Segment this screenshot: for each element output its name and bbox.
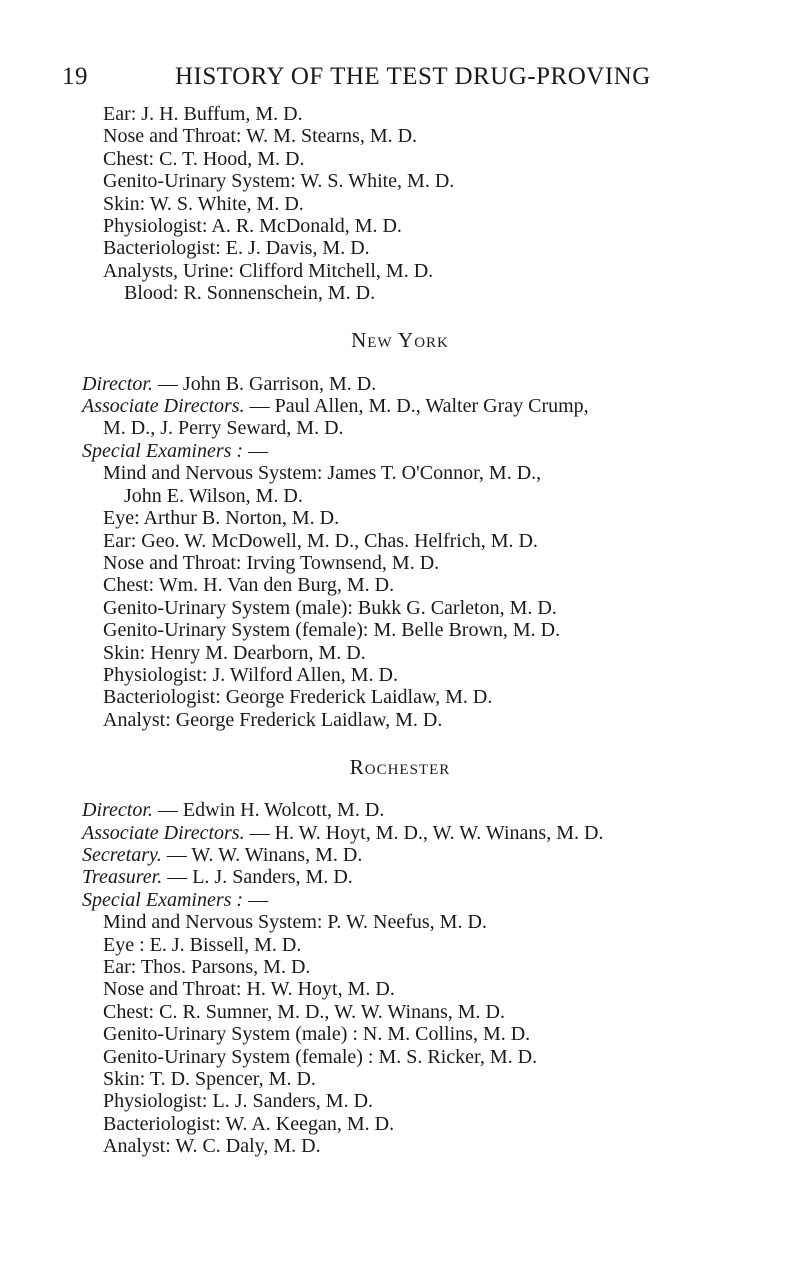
running-title: HISTORY OF THE TEST DRUG-PROVING bbox=[175, 63, 651, 90]
list-item: Skin: W. S. White, M. D. bbox=[103, 192, 304, 215]
director-label: Director. bbox=[82, 799, 153, 822]
list-item: Bacteriologist: W. A. Keegan, M. D. bbox=[103, 1112, 395, 1135]
list-item: Genito-Urinary System (female): M. Belle Brown, M. D. bbox=[103, 619, 561, 642]
page-number: 19 bbox=[62, 63, 88, 90]
list-item: Physiologist: L. J. Sanders, M. D. bbox=[103, 1090, 374, 1113]
list-item: Ear: Thos. Parsons, M. D. bbox=[103, 956, 311, 978]
top-examiner-list bbox=[0, 103, 800, 305]
treasurer-name: — L. J. Sanders, M. D. bbox=[162, 866, 353, 889]
director-label: Director. bbox=[82, 372, 153, 395]
list-item: Genito-Urinary System (male) : N. M. Collins, M. D. bbox=[103, 1023, 531, 1046]
associate-directors-label: Associate Directors. bbox=[82, 395, 245, 418]
secretary-line bbox=[0, 844, 800, 866]
section-heading-rochester: Rochester bbox=[349, 755, 451, 780]
special-examiners-line bbox=[0, 440, 800, 462]
list-item: Bacteriologist: George Frederick Laidlaw, M. D. bbox=[103, 686, 493, 709]
director-line bbox=[0, 373, 800, 395]
list-item: Analyst: W. C. Daly, M. D. bbox=[103, 1135, 321, 1158]
page-body bbox=[0, 103, 800, 1158]
list-item: Analysts, Urine: Clifford Mitchell, M. D. bbox=[103, 259, 434, 282]
secretary-name: — W. W. Winans, M. D. bbox=[161, 843, 363, 866]
list-item: Ear: J. H. Buffum, M. D. bbox=[103, 103, 303, 125]
rochester-section bbox=[0, 799, 800, 1158]
new-york-section bbox=[0, 373, 800, 732]
list-item: Mind and Nervous System: James T. O'Connor, M. D., bbox=[103, 462, 542, 485]
associate-directors-line bbox=[0, 395, 800, 417]
special-examiners-label: Special Examiners : bbox=[82, 888, 244, 911]
associate-directors-line bbox=[0, 822, 800, 844]
list-item: Genito-Urinary System (female) : M. S. Ricker, M. D. bbox=[103, 1045, 538, 1068]
list-item: Mind and Nervous System: P. W. Neefus, M. D. bbox=[103, 911, 487, 934]
associate-directors-continued: M. D., J. Perry Seward, M. D. bbox=[103, 417, 344, 440]
associate-directors-label: Associate Directors. bbox=[82, 821, 245, 844]
special-examiners-label: Special Examiners : bbox=[82, 439, 244, 462]
list-item: Eye: Arthur B. Norton, M. D. bbox=[103, 507, 340, 530]
director-line bbox=[0, 799, 800, 821]
special-examiners-dash: — bbox=[243, 439, 269, 462]
list-item: Nose and Throat: Irving Townsend, M. D. bbox=[103, 551, 440, 574]
section-heading-new-york: New York bbox=[351, 327, 449, 352]
list-item: Physiologist: J. Wilford Allen, M. D. bbox=[103, 663, 398, 686]
list-item: Analyst: George Frederick Laidlaw, M. D. bbox=[103, 708, 443, 731]
treasurer-label: Treasurer. bbox=[82, 866, 163, 889]
list-item: Chest: C. R. Sumner, M. D., W. W. Winans, M. D. bbox=[103, 1000, 505, 1023]
associate-directors-names: — H. W. Hoyt, M. D., W. W. Winans, M. D. bbox=[244, 821, 604, 844]
director-name: — Edwin H. Wolcott, M. D. bbox=[152, 799, 385, 822]
list-item: Physiologist: A. R. McDonald, M. D. bbox=[103, 215, 402, 238]
director-name: — John B. Garrison, M. D. bbox=[152, 372, 377, 395]
list-item: Nose and Throat: H. W. Hoyt, M. D. bbox=[103, 978, 395, 1001]
list-item: Chest: Wm. H. Van den Burg, M. D. bbox=[103, 574, 395, 597]
list-item: Nose and Throat: W. M. Stearns, M. D. bbox=[103, 125, 418, 148]
list-item: Ear: Geo. W. McDowell, M. D., Chas. Helfrich, M. D. bbox=[103, 529, 538, 552]
secretary-label: Secretary. bbox=[82, 843, 162, 866]
special-examiners-line bbox=[0, 889, 800, 911]
special-examiners-dash: — bbox=[243, 888, 269, 911]
associate-directors-names: — Paul Allen, M. D., Walter Gray Crump, bbox=[244, 395, 589, 418]
list-item: Bacteriologist: E. J. Davis, M. D. bbox=[103, 237, 370, 260]
list-item: Genito-Urinary System (male): Bukk G. Carleton, M. D. bbox=[103, 596, 557, 619]
list-item: Blood: R. Sonnenschein, M. D. bbox=[124, 282, 376, 305]
list-item: Skin: Henry M. Dearborn, M. D. bbox=[103, 641, 366, 664]
list-item: John E. Wilson, M. D. bbox=[124, 484, 303, 507]
list-item: Chest: C. T. Hood, M. D. bbox=[103, 147, 305, 170]
list-item: Eye : E. J. Bissell, M. D. bbox=[103, 933, 302, 956]
treasurer-line bbox=[0, 866, 800, 888]
list-item: Genito-Urinary System: W. S. White, M. D. bbox=[103, 170, 455, 193]
list-item: Skin: T. D. Spencer, M. D. bbox=[103, 1068, 316, 1091]
